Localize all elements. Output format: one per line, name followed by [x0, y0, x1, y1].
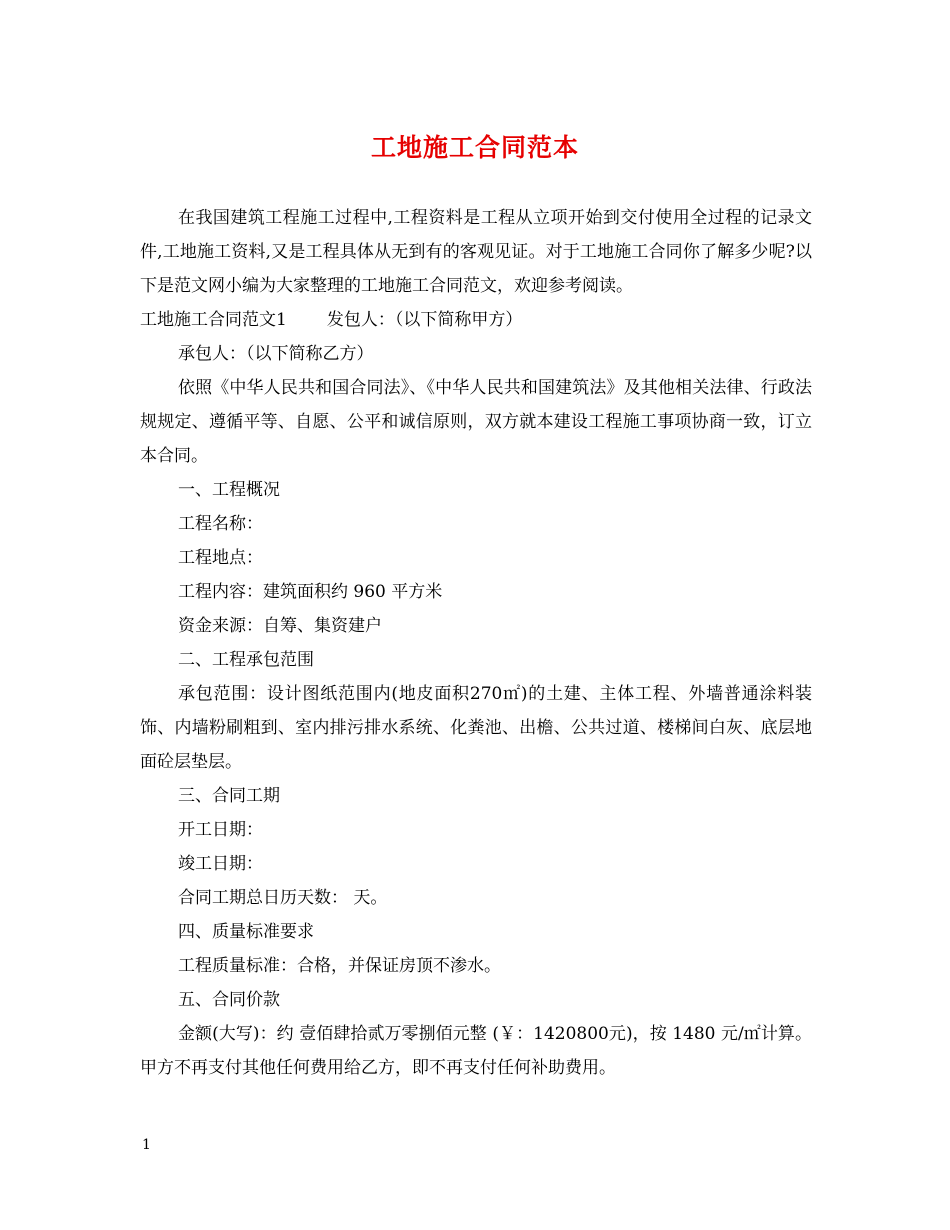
legal-basis-paragraph: 依照《中华人民共和国合同法》、《中华人民共和国建筑法》及其他相关法律、行政法规规定、遵循平等、自愿、公平和诚信原则，双方就本建设工程施工事项协商一致，订立本合同。 [140, 378, 812, 466]
employer-line: 发包人：（以下简称甲方） [326, 310, 523, 330]
quality-standard-field: 工程质量标准：合格，并保证房顶不渗水。 [178, 956, 501, 976]
intro-paragraph: 在我国建筑工程施工过程中,工程资料是工程从立项开始到交付使用全过程的记录文件,工地施工资料,又是工程具体从无到有的客观见证。对于工地施工合同你了解多少呢?以下是范文网小编为大家整理的工地施工合同范文，欢迎参考阅读。 [140, 208, 812, 296]
document-body [140, 201, 812, 1085]
section-heading-quality: 四、质量标准要求 [178, 922, 314, 942]
scope-paragraph: 承包范围：设计图纸范围内(地皮面积270㎡)的土建、主体工程、外墙普通涂料装饰、内墙粉刷粗到、室内排污排水系统、化粪池、出檐、公共过道、楼梯间白灰、底层地面砼层垫层。 [140, 684, 812, 772]
section-heading-overview: 一、工程概况 [178, 480, 280, 500]
price-paragraph: 金额(大写)：约 壹佰肆拾贰万零捌佰元整 (￥：1420800元)，按 1480 元/㎡计算。甲方不再支付其他任何费用给乙方，即不再支付任何补助费用。 [140, 1024, 812, 1078]
total-days-field: 合同工期总日历天数： 天。 [178, 888, 388, 908]
section-heading-scope: 二、工程承包范围 [178, 650, 314, 670]
page-number: 1 [142, 1137, 151, 1153]
contractor-line: 承包人：（以下简称乙方） [178, 344, 374, 364]
completion-date-field: 竣工日期： [178, 854, 263, 874]
project-content-field: 工程内容：建筑面积约 960 平方米 [178, 582, 443, 602]
funding-source-field: 资金来源：自筹、集资建户 [178, 616, 382, 636]
document-title: 工地施工合同范本 [370, 133, 579, 162]
section-heading-period: 三、合同工期 [178, 786, 280, 806]
project-location-field: 工程地点： [178, 548, 263, 568]
start-date-field: 开工日期： [178, 820, 263, 840]
contract-heading: 工地施工合同范文1 [140, 310, 287, 330]
project-name-field: 工程名称： [178, 514, 263, 534]
section-heading-price: 五、合同价款 [178, 990, 280, 1010]
contract-heading-line [140, 303, 812, 337]
